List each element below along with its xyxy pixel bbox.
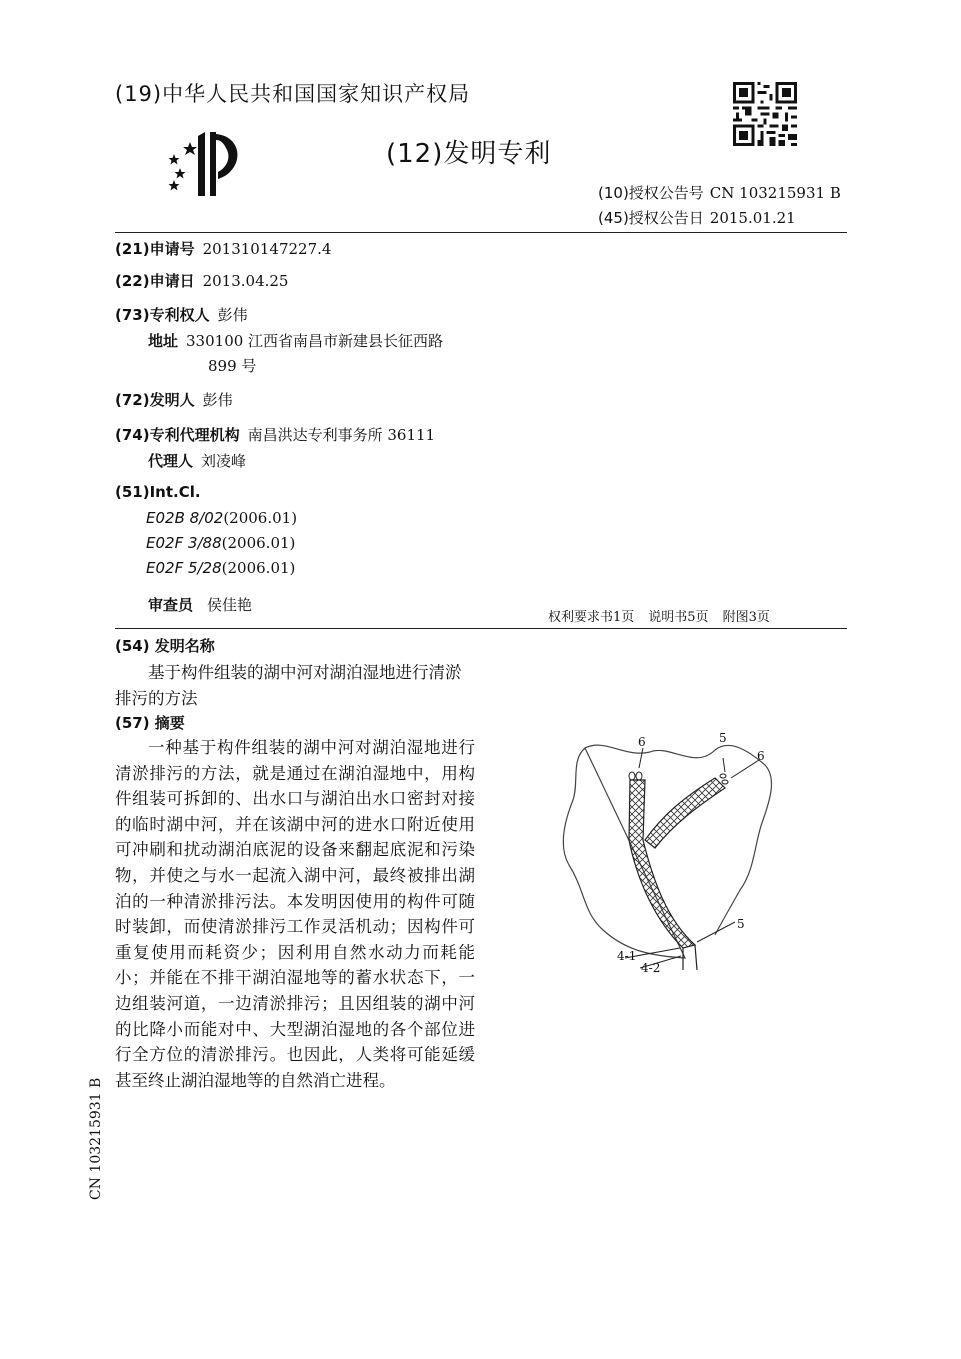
document-type: (12)发明专利 xyxy=(386,139,552,169)
abstract-text: 一种基于构件组装的湖中河对湖泊湿地进行清淤排污的方法，就是通过在湖泊湿地中，用构件组装可拆卸的、出水口与湖泊出水口密封对接的临时湖中河，并在该湖中河的进水口附近使用可冲刷和扰动湖泊底泥的设备来翻起底泥和污染物，并使之与水一起流入湖中河，最终被排出湖泊的一种清淤排污法。本发明因使用的构件可随时装卸，而使清淤排污工作灵活机动；因构件可重复使用而耗资少；因利用自然水动力而耗能小；并能在不排干湖泊湿地等的蓄水状态下，一边组装河道，一边清淤排污；且因组装的湖中河的比降小而能对中、大型湖泊湿地的各个部位进行全方位的清淤排污。也因此，人类将可能延缓甚至终止湖泊湿地等的自然消亡进程。 xyxy=(115,738,475,1090)
ipc-code: E02B 8/02(2006.01) xyxy=(146,509,298,527)
biblio-divider xyxy=(115,628,847,629)
publication-date-label: (45)授权公告日 xyxy=(598,209,704,227)
abstract-label: (57) 摘要 xyxy=(115,714,185,732)
abstract-figure xyxy=(555,730,795,980)
application-date: (22)申请日 2013.04.25 xyxy=(115,272,289,290)
publication-number-label: (10)授权公告号 xyxy=(598,184,704,202)
agent: 代理人 刘凌峰 xyxy=(148,452,247,470)
description-pages: 说明书5页 xyxy=(648,610,709,625)
inventor: (72)发明人 彭伟 xyxy=(115,391,233,409)
side-publication-number: CN 103215931 B xyxy=(88,1077,104,1200)
examiner: 审查员 侯佳艳 xyxy=(148,596,253,614)
publication-date-value: 2015.01.21 xyxy=(709,209,796,227)
figure-label: 5 xyxy=(719,731,727,745)
drawing-pages: 附图3页 xyxy=(722,610,770,625)
application-number: (21)申请号 201310147227.4 xyxy=(115,240,332,258)
claims-pages: 权利要求书1页 xyxy=(548,610,635,625)
patent-agency: (74)专利代理机构 南昌洪达专利事务所 36111 xyxy=(115,426,436,444)
figure-label: 4-1 xyxy=(617,949,637,963)
figure-label: 4-2 xyxy=(641,961,661,975)
patentee: (73)专利权人 彭伟 xyxy=(115,306,248,324)
ipc-code: E02F 5/28(2006.01) xyxy=(146,559,296,577)
invention-title: 基于构件组装的湖中河对湖泊湿地进行清淤排污的方法 xyxy=(115,663,462,708)
page-counts xyxy=(548,606,784,625)
ipc-code: E02F 3/88(2006.01) xyxy=(146,534,296,552)
cnipa-emblem-icon xyxy=(160,128,245,200)
address-line-2: 899 号 xyxy=(208,357,257,375)
qr-code-icon xyxy=(733,82,797,146)
address: 地址 330100 江西省南昌市新建县长征西路 xyxy=(148,332,444,350)
publication-date xyxy=(598,207,796,228)
invention-title-label: (54) 发明名称 xyxy=(115,637,215,655)
figure-label: 6 xyxy=(757,749,765,763)
publication-number-value: CN 103215931 B xyxy=(709,184,841,202)
figure-label: 5 xyxy=(737,917,745,931)
int-cl-label: (51)Int.Cl. xyxy=(115,483,201,501)
figure-label: 6 xyxy=(638,735,646,749)
publication-number xyxy=(598,182,841,203)
header-divider xyxy=(115,232,847,233)
office-name: (19)中华人民共和国国家知识产权局 xyxy=(115,82,471,106)
